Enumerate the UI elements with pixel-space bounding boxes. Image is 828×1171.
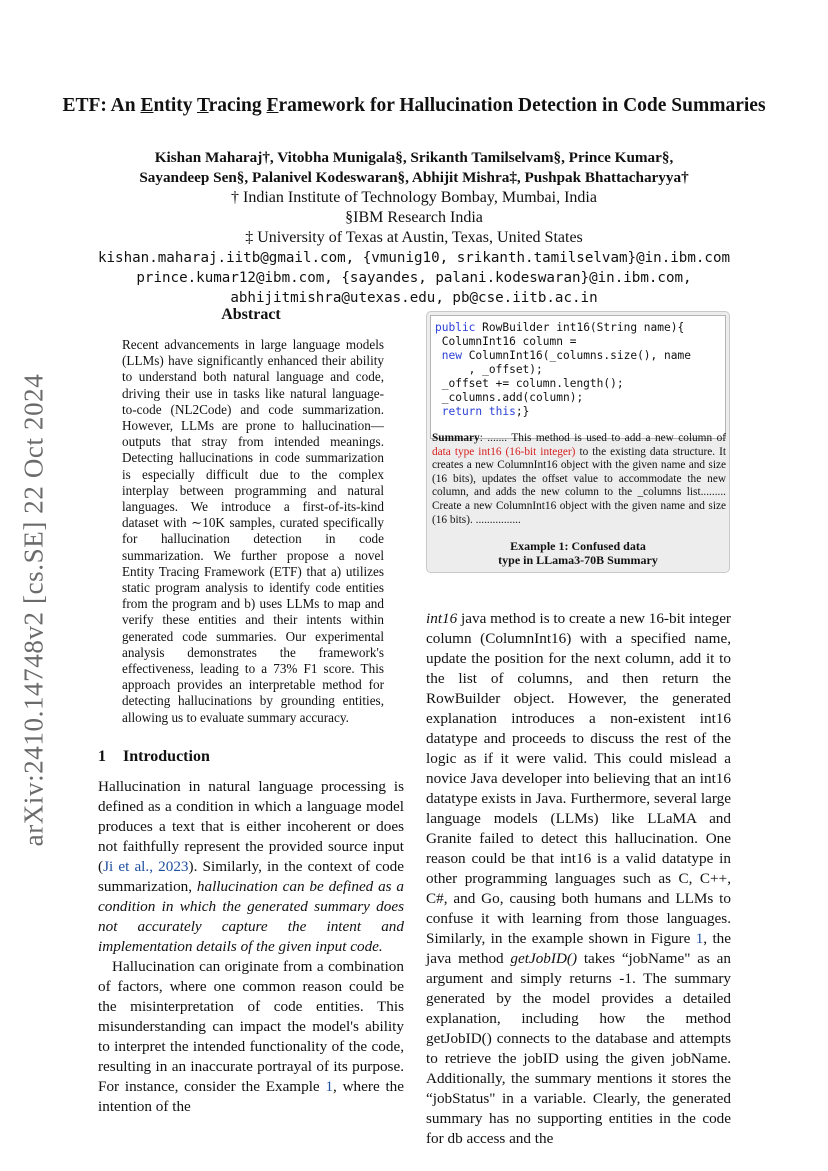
title-part-1: TF: An [75,95,141,116]
code-text: ;} [515,405,530,418]
title-part-2: ntity [153,95,198,116]
right-paragraph [426,609,731,1149]
title-part-3: racing [208,95,267,116]
section-number: 1 [98,748,106,765]
citation-ji-2023[interactable]: Ji et al., 2023 [103,858,189,875]
code-line [435,335,576,348]
title-letter-entity: E [140,95,154,116]
summary-label: Summary [432,432,480,444]
code-line [435,321,684,334]
code-line [435,405,529,418]
example-ref-link[interactable]: 1 [325,1078,334,1095]
code-keyword: new [435,349,462,362]
code-line [435,363,543,376]
hallucination-definition: hallucination can be defined as a condition in which the generated summary does not accurately capture the intent and implementation details of the given input code. [98,878,404,955]
caption-line-2: type in LLama3-70B Summary [498,553,658,567]
code-text: ColumnInt16(_columns.size(), name [461,349,691,362]
affiliation-iitb: † Indian Institute of Technology Bombay, Mumbai, India [231,189,597,206]
section-title: Introduction [123,748,210,765]
right-text-a: java method is to create a new 16-bit integer column (ColumnInt16) with a specified name, update the position for the next column, add it to the list of columns, and then return the RowBuilder object. However, the generated explanation introduces a non-existent int16 datatype and proceeds to discuss the rest of the logic as if it were valid. This could mislead a novice Java developer into believing that an int16 datatype exists in Java. Furthermore, several large language models (LLMs) like LLaMA and Granite failed to detect this hallucination. One reason could be that int16 is a valid datatype in other programming languages such as C, C++, C#, and Go, causing both humans and LLMs to confuse it with learning from those languages. Similarly, in the example shown in Figure [426,610,731,947]
intro-p1-text-a: Hallucination in natural language processing is defined as a condition in which a language model produces a text that is either incoherent or does not faithfully represent the provided source input ( [98,778,404,875]
code-text: _offset += column.length(); [435,377,624,390]
code-keyword: public [435,321,476,334]
abstract-heading: Abstract [221,306,281,323]
affiliation-ut-austin: ‡ University of Texas at Austin, Texas, United States [245,229,583,246]
intro-paragraph-1 [98,777,404,957]
code-line [435,349,691,362]
paper-title [60,94,768,118]
authors-line-1: Kishan Maharaj†, Vitobha Munigala§, Srikanth Tamilselvam§, Prince Kumar§, [154,149,674,166]
code-keyword: return this [435,405,516,418]
right-text-b: , the java method [426,930,731,967]
email-line-2: prince.kumar12@ibm.com, {sayandes, palani.kodeswaran}@in.ibm.com, [136,270,692,286]
code-text: ColumnInt16 column = [435,335,577,348]
title-part-4: ramework for Hallucination Detection in Code Summaries [278,95,766,116]
right-text-c: takes “jobName" as an argument and simply returns -1. The summary generated by the model provides a detailed explanation, including how the method getJobID() connects to the database and attempts to retrieve the jobID using the given jobName. Additionally, the summary mentions it stores the “jobStatus" in a variable. Clearly, the generated summary has no supporting entities in the code for db access and the [426,950,731,1147]
arxiv-sidebar [14,370,54,850]
intro-paragraph-2 [98,957,404,1117]
code-line [435,391,583,404]
abstract-text: Recent advancements in large language models (LLMs) have significantly enhanced their ability to understand both natural language and code, driving their use in tasks like natural language-to-code (NL2Code) and code summarization. However, LLMs are prone to hallucination—outputs that stray from intended meanings. Detecting hallucinations in code summarization is especially difficult due to the complex interplay between programming and natural languages. We introduce a first-of-its-kind dataset with ∼10K samples, curated specifically for hallucination detection in code summarization. We further propose a novel Entity Tracing Framework (ETF) that a) utilizes static program analysis to identify code entities from the program and b) uses LLMs to map and verify these entities and their intents within generated code summaries. Our experimental analysis demonstrates the framework's effectiveness, leading to a 73% F1 score. This approach provides an interpretable method for detecting hallucinations by grounding entities, allowing us to evaluate summary accuracy. [122,337,384,725]
figure-ref-link[interactable]: 1 [695,930,704,947]
code-block [435,321,725,419]
generated-summary [432,432,726,527]
right-column-text [426,609,731,1149]
intro-p1-text-b: ). Similarly, in the context of code summarization, [98,858,404,895]
summary-text-b: to the existing data structure. It creates a new ColumnInt16 object with the given name and size (16 bits), updates the offset value to accommodate the new column, and adds the new column to the _columns list......... Create a new ColumnInt16 object with the given name and size (16 bits). ................ [432,445,726,526]
example-caption [427,539,729,567]
hallucinated-entity: data type int16 (16-bit integer) [432,445,576,458]
title-letter-e: E [62,95,76,116]
email-line-1: kishan.maharaj.iitb@gmail.com, {vmunig10, srikanth.tamilselvam}@in.ibm.com [97,250,731,266]
intro-p2-text-a: Hallucination can originate from a combination of factors, where one common reason could be the misinterpretation of code entities. This misunderstanding can impact the model's ability to interpret the intended functionality of the code, resulting in an inaccurate portrayal of its purpose. For instance, consider the Example [98,958,404,1095]
example-1-box [426,311,730,573]
summary-text-a: : ....... This method is used to add a new column of [479,432,726,444]
title-letter-framework: F [266,95,279,116]
author-list [60,148,768,188]
section-heading-introduction [98,748,210,766]
intro-p2-text-b: , where the intention of the [98,1078,405,1115]
code-text: _columns.add(column); [435,391,584,404]
code-text: , _offset); [435,363,543,376]
abstract-body [122,337,384,726]
method-name-int16: int16 [426,610,458,627]
title-letter-tracing: T [197,95,209,116]
code-snippet [430,315,726,439]
email-line-3: abhijitmishra@utexas.edu, pb@cse.iitb.ac.in [230,290,598,306]
code-text: RowBuilder int16(String name){ [475,321,685,334]
method-name-getjobid: getJobID() [510,950,578,967]
code-line [435,377,624,390]
caption-line-1: Example 1: Confused data [510,539,646,553]
intro-left-column [98,777,404,1117]
affiliation-ibm: §IBM Research India [345,209,483,226]
arxiv-identifier: arXiv:2410.14748v2 [cs.SE] 22 Oct 2024 [18,373,49,847]
authors-line-2: Sayandeep Sen§, Palanivel Kodeswaran§, Abhijit Mishra‡, Pushpak Bhattacharyya† [139,169,689,186]
